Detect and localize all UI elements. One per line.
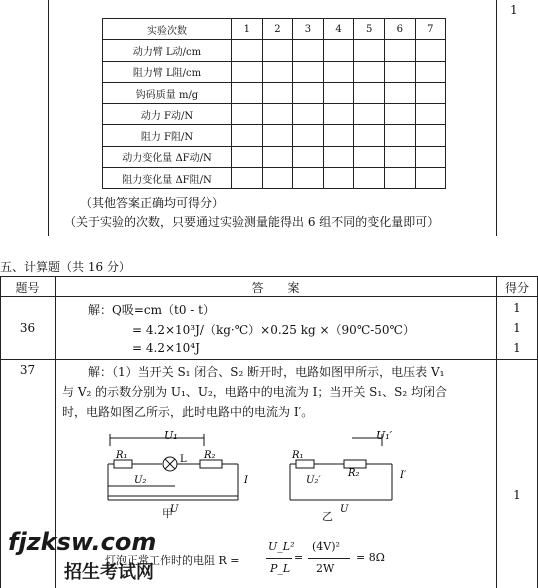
header-col: 6 (384, 19, 415, 40)
label-i: I (244, 475, 248, 486)
caption-a: 甲 (162, 507, 173, 520)
resistor-r1 (296, 460, 314, 468)
q36-line2: = 4.2×10³J/（kg·℃）×0.25 kg ×（90℃-50℃） (132, 323, 415, 337)
formula-den-value: 2W (316, 562, 335, 575)
q37-line1: 解：（1）当开关 S₁ 闭合、S₂ 断开时，电路如图甲所示，电压表 V₁ (88, 365, 445, 379)
top-right-border (496, 0, 497, 236)
row-label: 钩码质量 m/g (103, 82, 232, 103)
row-label: 动力 F动/N (103, 104, 232, 125)
header-num: 题号 (15, 281, 40, 295)
q37-line2: 与 V₂ 的示数分别为 U₁、U₂，电路中的电流为 I；当开关 S₁、S₂ 均闭合 (62, 385, 448, 399)
formula-pl-den: P_L (270, 562, 291, 575)
label-r1: R₁ (116, 450, 128, 461)
label-r2: R₂ (204, 450, 216, 461)
top-left-border (48, 0, 49, 236)
header-col: 3 (293, 19, 324, 40)
header-col: 4 (323, 19, 354, 40)
q36-score: 1 (513, 301, 521, 315)
label-u: U (340, 504, 349, 515)
table-row (103, 82, 446, 103)
q36-line3: = 4.2×10⁴J (132, 341, 200, 355)
table-row (103, 168, 446, 189)
label-u1: U₁′ (376, 429, 393, 442)
caption-b: 乙 (322, 510, 333, 523)
label-l: L (180, 454, 187, 465)
watermark-logo: fjzksw.com (8, 528, 157, 556)
formula-equals: = (294, 551, 304, 564)
label-u1: U₁ (164, 429, 178, 442)
row-label: 动力变化量 ΔF动/N (103, 146, 232, 167)
formula-ul-num: U_L² (268, 540, 295, 553)
header-col: 2 (262, 19, 293, 40)
q36-score: 1 (513, 321, 521, 335)
label-u2: U₂′ (306, 475, 321, 486)
resistor-r2 (200, 460, 222, 468)
table-header-row (103, 19, 446, 40)
q36-score: 1 (513, 341, 521, 355)
q37-number: 37 (19, 363, 36, 377)
note-experiment-count: （关于实验的次数，只要通过实验测量能得出 6 组不同的变化量即可） (64, 215, 440, 229)
table-row (103, 104, 446, 125)
header-score: 得分 (504, 281, 529, 295)
experiment-table (102, 18, 446, 189)
row-label: 阻力变化量 ΔF阻/N (103, 168, 232, 189)
label-r2: R₂ (348, 468, 360, 479)
grid-line (0, 359, 538, 360)
table-row (103, 146, 446, 167)
label-i: I′ (400, 470, 407, 481)
label-u: U (170, 504, 179, 515)
resistor-r2 (344, 460, 366, 468)
grid-line (0, 276, 538, 277)
fraction-bar (266, 558, 292, 559)
section-title: 五、计算题（共 16 分） (0, 260, 131, 274)
table-row (103, 125, 446, 146)
formula-result: = 8Ω (356, 551, 385, 564)
label-u2: U₂ (134, 475, 147, 486)
label-r1: R₁ (292, 450, 304, 461)
header-col: 7 (415, 19, 446, 40)
table-row (103, 40, 446, 61)
row-label: 阻力臂 L阻/cm (103, 61, 232, 82)
top-score: 1 (510, 3, 518, 17)
fraction-bar (308, 558, 350, 559)
circuit-diagram-a (100, 428, 250, 518)
watermark-text: 招生考试网 (64, 562, 154, 583)
q37-line3: 时，电路如图乙所示，此时电路中的电流为 I′。 (62, 405, 314, 419)
header-col: 1 (232, 19, 263, 40)
note-other-answers: （其他答案正确均可得分） (80, 196, 225, 210)
q37-score: 1 (513, 488, 521, 502)
resistor-r1 (114, 460, 132, 468)
header-col: 5 (354, 19, 385, 40)
table-row (103, 61, 446, 82)
circuit-diagram-b (282, 428, 422, 518)
grid-line (0, 296, 538, 297)
header-label: 实验次数 (103, 19, 232, 40)
header-answer: 答 案 (251, 281, 300, 295)
formula-prefix: 灯泡正常工作时的电阻 R = (105, 554, 240, 567)
q36-line1: 解：Q吸=cm（t0 - t） (88, 303, 215, 317)
row-label: 动力臂 L动/cm (103, 40, 232, 61)
q36-number: 36 (19, 321, 36, 335)
formula-num-value: (4V)² (312, 540, 340, 553)
row-label: 阻力 F阻/N (103, 125, 232, 146)
